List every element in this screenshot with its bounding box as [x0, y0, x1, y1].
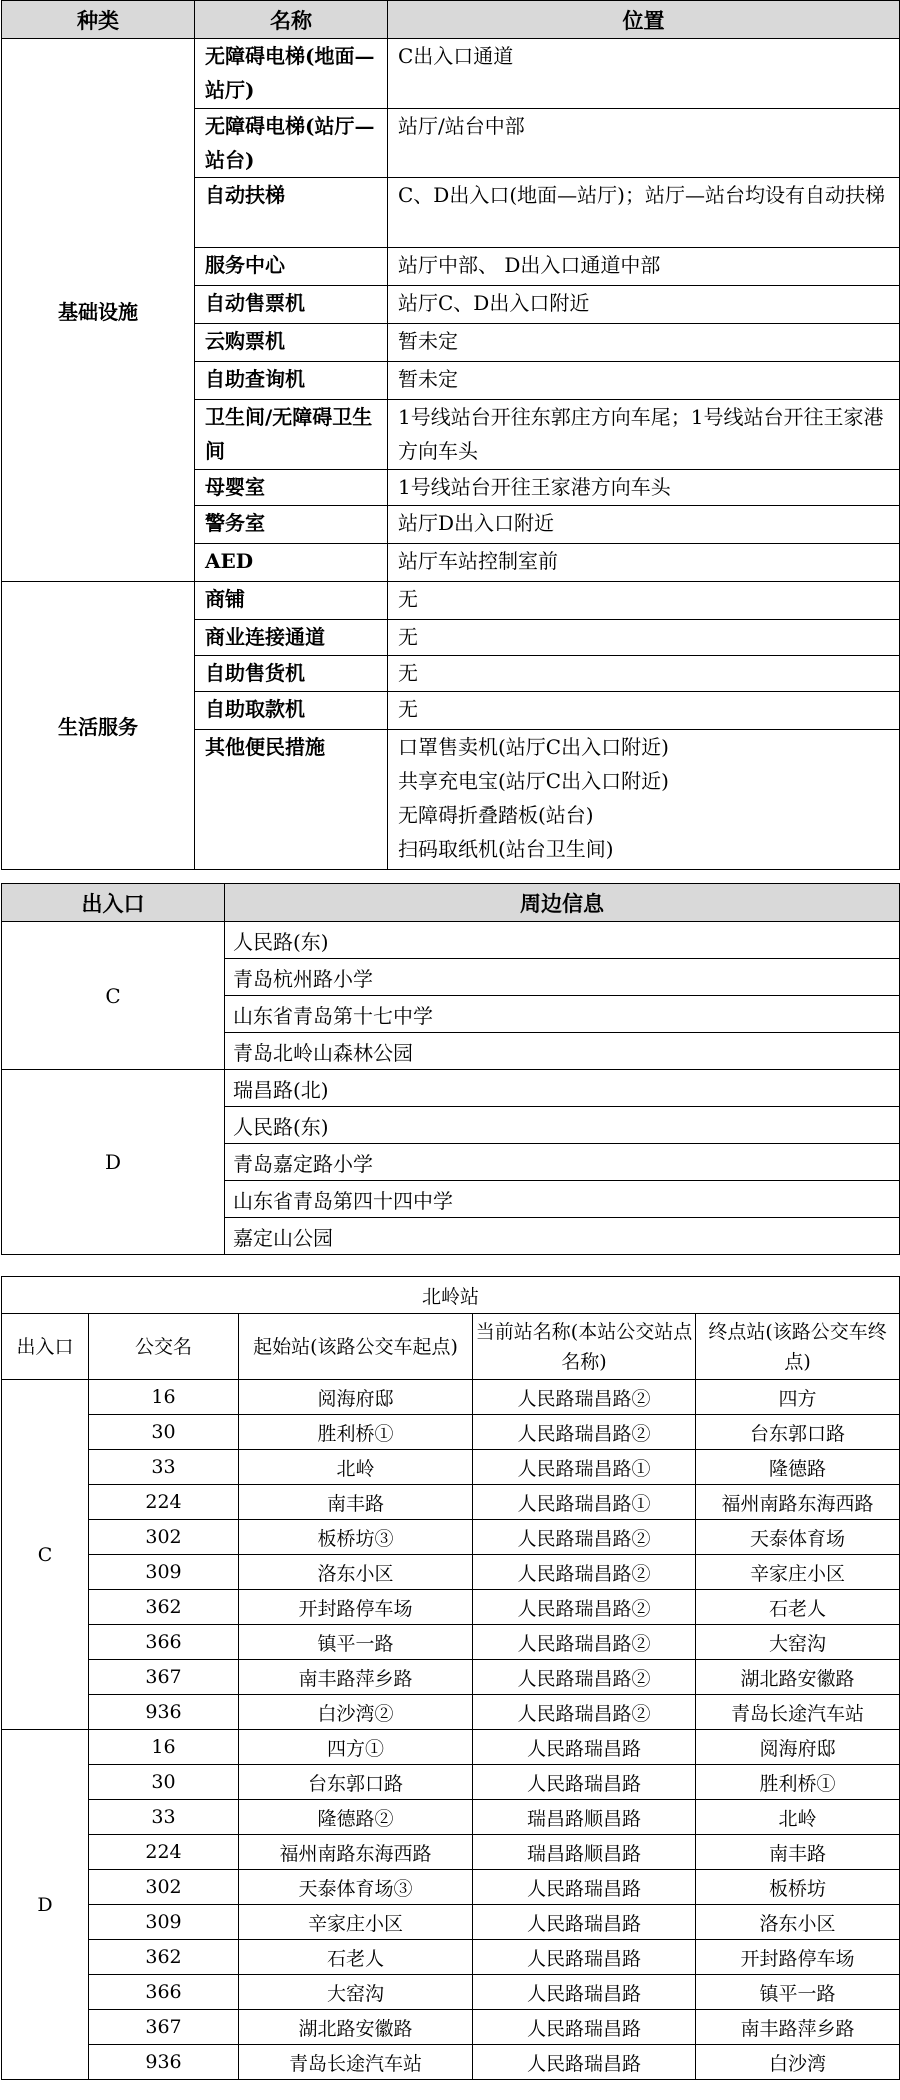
- bus-terminal: 洛东小区: [696, 1905, 900, 1940]
- facilities-table-body: [2, 1, 900, 870]
- facility-name: 商业连接通道: [195, 620, 388, 656]
- bus-route: 362: [89, 1940, 239, 1975]
- bus-header-current: 当前站名称(本站公交站点名称): [473, 1314, 696, 1380]
- facility-location-line: 无障碍折叠踏板(站台): [398, 803, 594, 827]
- facility-location: 无: [388, 656, 900, 692]
- header-name: 名称: [195, 1, 388, 39]
- bus-route: 30: [89, 1415, 239, 1450]
- bus-current-stop: 人民路瑞昌路②: [473, 1415, 696, 1450]
- facility-name: 警务室: [195, 506, 388, 544]
- bus-current-stop: 人民路瑞昌路: [473, 1940, 696, 1975]
- bus-route: 224: [89, 1835, 239, 1870]
- facility-row: [2, 582, 900, 620]
- bus-route: 33: [89, 1800, 239, 1835]
- bus-route: 366: [89, 1625, 239, 1660]
- bus-origin: 南丰路: [239, 1485, 473, 1520]
- surroundings-item: 瑞昌路(北): [225, 1070, 900, 1107]
- facility-name: 母婴室: [195, 470, 388, 506]
- header-category: 种类: [2, 1, 195, 39]
- bus-origin: 天泰体育场③: [239, 1870, 473, 1905]
- bus-terminal: 福州南路东海西路: [696, 1485, 900, 1520]
- facility-location: 站厅/站台中部: [388, 109, 900, 178]
- bus-origin: 台东郭口路: [239, 1765, 473, 1800]
- bus-route: 30: [89, 1765, 239, 1800]
- exit-label: C: [2, 922, 225, 1070]
- bus-route: 936: [89, 2045, 239, 2080]
- header-location: 位置: [388, 1, 900, 39]
- facility-location: 站厅中部、 D出入口通道中部: [388, 248, 900, 286]
- bus-header-row: [2, 1314, 900, 1380]
- bus-current-stop: 人民路瑞昌路: [473, 1905, 696, 1940]
- bus-exit-label: D: [2, 1730, 89, 2080]
- bus-origin: 石老人: [239, 1940, 473, 1975]
- facilities-table: [1, 0, 900, 870]
- bus-current-stop: 人民路瑞昌路②: [473, 1660, 696, 1695]
- bus-row: [2, 2010, 900, 2045]
- bus-row: [2, 1625, 900, 1660]
- facility-location-line: 共享充电宝(站厅C出入口附近): [398, 769, 669, 793]
- bus-terminal: 天泰体育场: [696, 1520, 900, 1555]
- facility-location: 1号线站台开往东郭庄方向车尾；1号线站台开往王家港方向车头: [388, 400, 900, 470]
- bus-origin: 洛东小区: [239, 1555, 473, 1590]
- bus-row: [2, 1485, 900, 1520]
- facility-name: 卫生间/无障碍卫生间: [195, 400, 388, 470]
- bus-origin: 白沙湾②: [239, 1695, 473, 1730]
- bus-terminal: 南丰路: [696, 1835, 900, 1870]
- bus-header-route: 公交名: [89, 1314, 239, 1380]
- facility-name: 云购票机: [195, 324, 388, 362]
- bus-current-stop: 瑞昌路顺昌路: [473, 1835, 696, 1870]
- bus-row: [2, 1450, 900, 1485]
- surroundings-item: 青岛杭州路小学: [225, 959, 900, 996]
- facility-name: 无障碍电梯(地面—站厅): [195, 39, 388, 109]
- facility-location: 1号线站台开往王家港方向车头: [388, 470, 900, 506]
- bus-row: [2, 1380, 900, 1415]
- bus-route: 224: [89, 1485, 239, 1520]
- bus-route: 366: [89, 1975, 239, 2010]
- surroundings-row: [2, 922, 900, 959]
- facility-location-line: 口罩售卖机(站厅C出入口附近): [398, 735, 669, 759]
- bus-row: [2, 1870, 900, 1905]
- bus-table-body: [2, 1277, 900, 2080]
- bus-row: [2, 1695, 900, 1730]
- bus-exit-label: C: [2, 1380, 89, 1730]
- bus-origin: 开封路停车场: [239, 1590, 473, 1625]
- bus-row: [2, 1660, 900, 1695]
- bus-current-stop: 人民路瑞昌路①: [473, 1485, 696, 1520]
- bus-current-stop: 人民路瑞昌路②: [473, 1625, 696, 1660]
- bus-terminal: 开封路停车场: [696, 1940, 900, 1975]
- bus-header-origin: 起始站(该路公交车起点): [239, 1314, 473, 1380]
- facility-location: 站厅D出入口附近: [388, 506, 900, 544]
- facility-name: 其他便民措施: [195, 730, 388, 870]
- bus-current-stop: 人民路瑞昌路: [473, 2010, 696, 2045]
- bus-route: 302: [89, 1870, 239, 1905]
- bus-origin: 隆德路②: [239, 1800, 473, 1835]
- facility-name: 服务中心: [195, 248, 388, 286]
- facility-name: 商铺: [195, 582, 388, 620]
- facility-row: [2, 39, 900, 109]
- bus-header-exit: 出入口: [2, 1314, 89, 1380]
- bus-current-stop: 人民路瑞昌路②: [473, 1590, 696, 1625]
- facility-name: 自动售票机: [195, 286, 388, 324]
- facility-name: 自动扶梯: [195, 178, 388, 248]
- bus-terminal: 石老人: [696, 1590, 900, 1625]
- bus-current-stop: 人民路瑞昌路: [473, 2045, 696, 2080]
- surroundings-item: 山东省青岛第十七中学: [225, 996, 900, 1033]
- bus-row: [2, 2045, 900, 2080]
- bus-terminal: 阅海府邸: [696, 1730, 900, 1765]
- bus-row: [2, 1730, 900, 1765]
- facility-location: 站厅C、D出入口附近: [388, 286, 900, 324]
- surroundings-table: [1, 883, 900, 1255]
- bus-route: 367: [89, 1660, 239, 1695]
- bus-current-stop: 人民路瑞昌路: [473, 1870, 696, 1905]
- surroundings-table-body: [2, 884, 900, 1255]
- bus-current-stop: 瑞昌路顺昌路: [473, 1800, 696, 1835]
- surroundings-item: 人民路(东): [225, 922, 900, 959]
- facility-name: AED: [195, 544, 388, 582]
- bus-origin: 胜利桥①: [239, 1415, 473, 1450]
- bus-current-stop: 人民路瑞昌路②: [473, 1555, 696, 1590]
- bus-terminal: 南丰路萍乡路: [696, 2010, 900, 2045]
- bus-terminal: 青岛长途汽车站: [696, 1695, 900, 1730]
- bus-terminal: 北岭: [696, 1800, 900, 1835]
- surroundings-item: 山东省青岛第四十四中学: [225, 1181, 900, 1218]
- bus-origin: 阅海府邸: [239, 1380, 473, 1415]
- facility-location: C出入口通道: [388, 39, 900, 109]
- bus-origin: 北岭: [239, 1450, 473, 1485]
- bus-terminal: 板桥坊: [696, 1870, 900, 1905]
- bus-origin: 南丰路萍乡路: [239, 1660, 473, 1695]
- bus-origin: 板桥坊③: [239, 1520, 473, 1555]
- bus-row: [2, 1765, 900, 1800]
- bus-terminal: 辛家庄小区: [696, 1555, 900, 1590]
- facility-location: 无: [388, 620, 900, 656]
- facility-name: 自助取款机: [195, 692, 388, 730]
- facility-name: 自助查询机: [195, 362, 388, 400]
- header-exit: 出入口: [2, 884, 225, 922]
- bus-route: 16: [89, 1730, 239, 1765]
- surroundings-item: 青岛嘉定路小学: [225, 1144, 900, 1181]
- bus-route: 302: [89, 1520, 239, 1555]
- bus-row: [2, 1975, 900, 2010]
- bus-terminal: 胜利桥①: [696, 1765, 900, 1800]
- bus-current-stop: 人民路瑞昌路②: [473, 1520, 696, 1555]
- bus-current-stop: 人民路瑞昌路: [473, 1765, 696, 1800]
- bus-route: 936: [89, 1695, 239, 1730]
- bus-origin: 四方①: [239, 1730, 473, 1765]
- bus-origin: 青岛长途汽车站: [239, 2045, 473, 2080]
- bus-row: [2, 1940, 900, 1975]
- bus-row: [2, 1520, 900, 1555]
- bus-current-stop: 人民路瑞昌路①: [473, 1450, 696, 1485]
- bus-origin: 大窑沟: [239, 1975, 473, 2010]
- bus-row: [2, 1415, 900, 1450]
- bus-origin: 辛家庄小区: [239, 1905, 473, 1940]
- bus-route: 309: [89, 1905, 239, 1940]
- facilities-header-row: [2, 1, 900, 39]
- bus-origin: 镇平一路: [239, 1625, 473, 1660]
- bus-current-stop: 人民路瑞昌路: [473, 1975, 696, 2010]
- facility-category: 基础设施: [2, 39, 195, 582]
- bus-current-stop: 人民路瑞昌路: [473, 1730, 696, 1765]
- bus-terminal: 隆德路: [696, 1450, 900, 1485]
- bus-terminal: 白沙湾: [696, 2045, 900, 2080]
- bus-terminal: 大窑沟: [696, 1625, 900, 1660]
- facility-location: 暂未定: [388, 324, 900, 362]
- bus-row: [2, 1800, 900, 1835]
- bus-terminal: 台东郭口路: [696, 1415, 900, 1450]
- facility-location: C、D出入口(地面—站厅)；站厅—站台均设有自动扶梯: [388, 178, 900, 248]
- bus-route: 33: [89, 1450, 239, 1485]
- exit-label: D: [2, 1070, 225, 1255]
- bus-route: 367: [89, 2010, 239, 2045]
- header-surroundings: 周边信息: [225, 884, 900, 922]
- facility-location: [388, 730, 900, 870]
- bus-row: [2, 1590, 900, 1625]
- surroundings-item: 嘉定山公园: [225, 1218, 900, 1255]
- bus-route: 362: [89, 1590, 239, 1625]
- bus-current-stop: 人民路瑞昌路②: [473, 1695, 696, 1730]
- facility-location: 无: [388, 582, 900, 620]
- station-title-row: [2, 1277, 900, 1314]
- bus-header-terminal: 终点站(该路公交车终点): [696, 1314, 900, 1380]
- bus-row: [2, 1835, 900, 1870]
- bus-table: [1, 1276, 900, 2080]
- bus-route: 309: [89, 1555, 239, 1590]
- facility-location: 暂未定: [388, 362, 900, 400]
- bus-terminal: 湖北路安徽路: [696, 1660, 900, 1695]
- bus-origin: 福州南路东海西路: [239, 1835, 473, 1870]
- bus-route: 16: [89, 1380, 239, 1415]
- surroundings-header-row: [2, 884, 900, 922]
- facility-location-line: 扫码取纸机(站台卫生间): [398, 837, 614, 861]
- station-title: 北岭站: [2, 1277, 900, 1314]
- facility-category: 生活服务: [2, 582, 195, 870]
- facility-name: 自助售货机: [195, 656, 388, 692]
- bus-current-stop: 人民路瑞昌路②: [473, 1380, 696, 1415]
- facility-location: 无: [388, 692, 900, 730]
- bus-terminal: 镇平一路: [696, 1975, 900, 2010]
- bus-row: [2, 1905, 900, 1940]
- facility-location: 站厅车站控制室前: [388, 544, 900, 582]
- bus-terminal: 四方: [696, 1380, 900, 1415]
- bus-origin: 湖北路安徽路: [239, 2010, 473, 2045]
- surroundings-item: 青岛北岭山森林公园: [225, 1033, 900, 1070]
- surroundings-row: [2, 1070, 900, 1107]
- bus-row: [2, 1555, 900, 1590]
- facility-name: 无障碍电梯(站厅—站台): [195, 109, 388, 178]
- surroundings-item: 人民路(东): [225, 1107, 900, 1144]
